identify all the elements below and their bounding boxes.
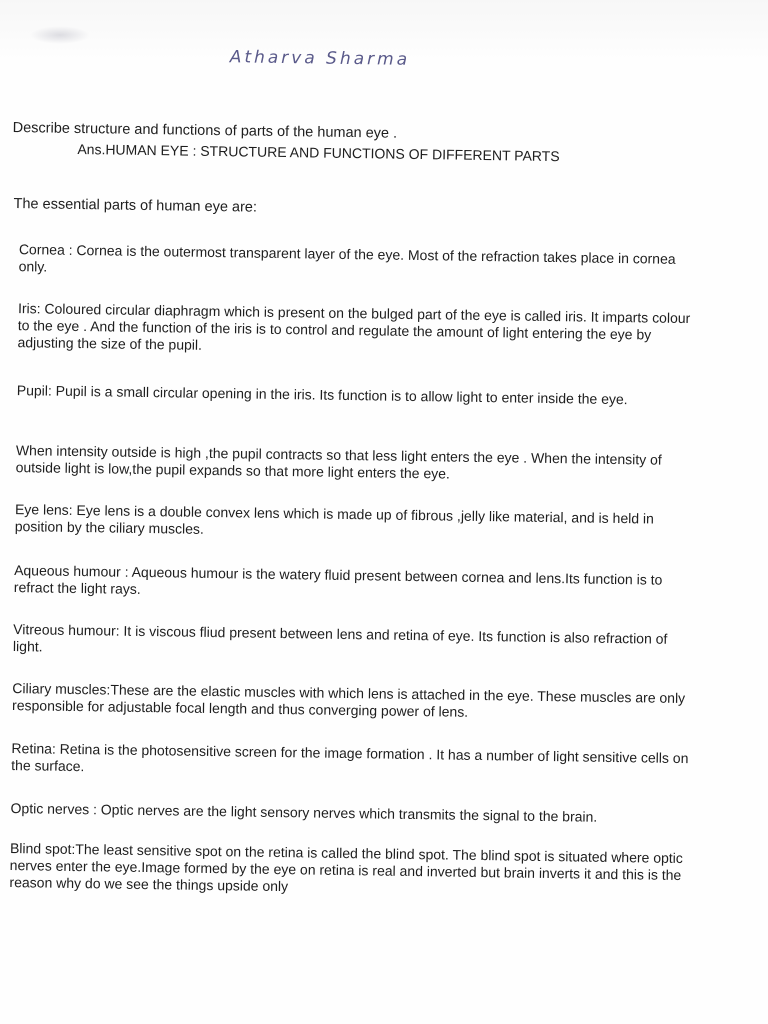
paragraph-optic-nerves: Optic nerves : Optic nerves are the light sensory nerves which transmits the signal to the brain.	[10, 800, 598, 825]
question-text: Describe structure and functions of parts of the human eye .	[12, 119, 398, 142]
paragraph-ciliary-muscles: Ciliary muscles:These are the elastic muscles with which lens is attached in the eye. These muscles are only responsible for adjustable focal length and thus converging power of lens.	[12, 680, 686, 720]
paragraph-blind-spot: Blind spot:The least sensitive spot on the retina is called the blind spot. The blind spot is situated where optic nerves enter the eye.Image formed by the eye on retina is real and inverted but brain inverts it and this is the reason why do we see the things upside only	[9, 840, 683, 895]
paragraph-vitreous-humour: Vitreous humour: It is viscous fliud present between lens and retina of eye. Its function is also refraction of light.	[12, 621, 668, 655]
paragraph-intensity: When intensity outside is high ,the pupil contracts so that less light enters the eye . When the intensity of outside light is low,the pupil expands so that more light enters the eye.	[15, 442, 662, 482]
paragraph-iris: Iris: Coloured circular diaphragm which is present on the bulged part of the eye is called iris. It imparts colour to the eye . And the function of the iris is to control and regulate the amount of light entering the eye by adjusting the size of the pupil.	[17, 300, 691, 353]
intro-text: The essential parts of human eye are:	[13, 196, 258, 216]
paragraph-eye-lens: Eye lens: Eye lens is a double convex lens which is made up of fibrous ,jelly like material, and is held in position by the ciliary muscles.	[14, 501, 654, 537]
answer-heading: Ans.HUMAN EYE : STRUCTURE AND FUNCTIONS OF DIFFERENT PARTS	[77, 140, 560, 165]
paragraph-cornea: Cornea : Cornea is the outermost transparent layer of the eye. Most of the refraction takes place in cornea only.	[18, 241, 676, 275]
document-content	[9, 40, 704, 895]
page-smudge	[30, 26, 90, 44]
paragraph-aqueous-humour: Aqueous humour : Aqueous humour is the watery fluid present between cornea and lens.Its function is to refract the light rays.	[13, 562, 663, 597]
paragraph-pupil: Pupil: Pupil is a small circular opening in the iris. Its function is to allow light to enter inside the eye.	[16, 382, 628, 408]
paragraph-retina: Retina: Retina is the photosensitive screen for the image formation . It has a number of light sensitive cells on the surface.	[11, 740, 689, 775]
handwritten-signature: Atharva Sharma	[229, 47, 411, 70]
